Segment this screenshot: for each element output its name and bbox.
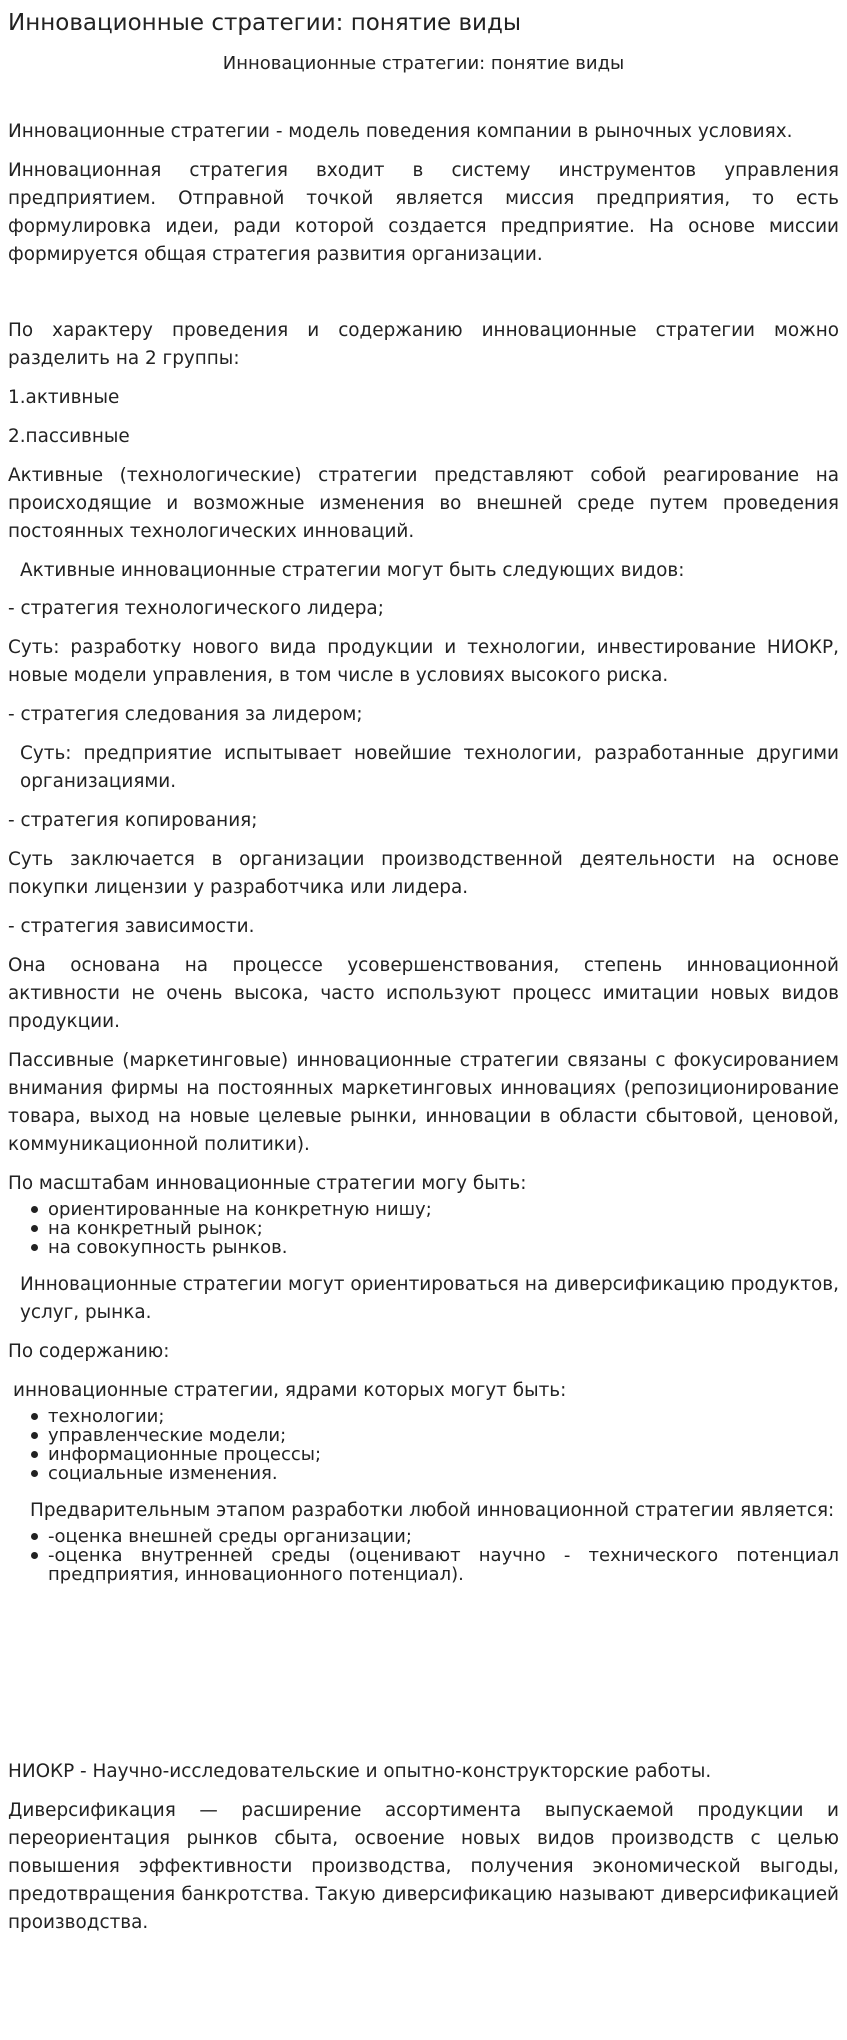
group-passive-item: 2.пассивные bbox=[8, 426, 130, 447]
diversification-footnote: Диверсификация — расширение ассортимента выпускаемой продукции и переориентация рынков сбыта, освоение новых видов производств с целью повышения эффективности производства, получения экономической выгоды, предотвращения банкротства. Такую диверсификацию называют диверсификацией производства. bbox=[8, 1800, 839, 1933]
page-title: Инновационные стратегии: понятие виды bbox=[8, 10, 522, 36]
intro-paragraph: Инновационная стратегия входит в систему инструментов управления предприятием. Отправной точкой является миссия предприятия, то есть формулировка идеи, ради которой создается предприятие. На основе миссии формируется общая стратегия развития организации. bbox=[8, 160, 839, 265]
groups-intro-paragraph: По характеру проведения и содержанию инновационные стратегии можно разделить на 2 группы: bbox=[8, 320, 839, 369]
content-intro: По содержанию: bbox=[8, 1341, 170, 1362]
group-active-item: 1.активные bbox=[8, 387, 120, 408]
list-item: -оценка внутренней среды (оценивают научно - технического потенциал предприятия, инновационного потенциал). bbox=[48, 1545, 839, 1585]
active-kinds-intro: Активные инновационные стратегии могут быть следующих видов: bbox=[20, 560, 685, 581]
dependence-strategy-title: - стратегия зависимости. bbox=[8, 916, 255, 937]
leader-strategy-title: - стратегия технологического лидера; bbox=[8, 598, 384, 619]
niokr-footnote: НИОКР - Научно-исследовательские и опытно-конструкторские работы. bbox=[8, 1761, 712, 1782]
preliminary-stage-paragraph: Предварительным этапом разработки любой инновационной стратегии является: bbox=[30, 1500, 835, 1521]
list-item: ориентированные на конкретную нишу; bbox=[48, 1200, 839, 1219]
list-item: на совокупность рынков. bbox=[48, 1238, 839, 1257]
diversification-orientation-paragraph: Инновационные стратегии могут ориентироваться на диверсификацию продуктов, услуг, рынка. bbox=[20, 1274, 839, 1323]
list-item: -оценка внешней среды организации; bbox=[48, 1527, 839, 1546]
leader-strategy-essence: Суть: разработку нового вида продукции и технологии, инвестирование НИОКР, новые модели управления, в том числе в условиях высокого риска. bbox=[8, 637, 839, 686]
intro-definition: Инновационные стратегии - модель поведения компании в рыночных условиях. bbox=[8, 121, 793, 142]
list-item: на конкретный рынок; bbox=[48, 1219, 839, 1238]
copy-strategy-title: - стратегия копирования; bbox=[8, 810, 258, 831]
assessment-list bbox=[8, 1527, 839, 1584]
cores-list bbox=[8, 1407, 839, 1483]
passive-strategies-definition: Пассивные (маркетинговые) инновационные стратегии связаны с фокусированием внимания фирмы на постоянных маркетинговых инновациях (репозиционирование товара, выход на новые целевые рынки, инновации в области сбытовой, ценовой, коммуникационной политики). bbox=[8, 1050, 839, 1155]
list-item: технологии; bbox=[48, 1407, 839, 1426]
copy-strategy-essence: Суть заключается в организации производственной деятельности на основе покупки лицензии у разработчика или лидера. bbox=[8, 849, 839, 898]
scale-list bbox=[8, 1200, 839, 1257]
active-strategies-definition: Активные (технологические) стратегии представляют собой реагирование на происходящие и возможные изменения во внешней среде путем проведения постоянных технологических инноваций. bbox=[8, 465, 839, 542]
list-item: информационные процессы; bbox=[48, 1445, 839, 1464]
list-item: социальные изменения. bbox=[48, 1464, 839, 1483]
document-page bbox=[8, 0, 839, 1937]
cores-intro: инновационные стратегии, ядрами которых могут быть: bbox=[13, 1380, 567, 1401]
follower-strategy-title: - стратегия следования за лидером; bbox=[8, 704, 363, 725]
dependence-strategy-essence: Она основана на процессе усовершенствования, степень инновационной активности не очень высока, часто используют процесс имитации новых видов продукции. bbox=[8, 955, 839, 1032]
scale-intro: По масштабам инновационные стратегии могу быть: bbox=[8, 1173, 527, 1194]
list-item: управленческие модели; bbox=[48, 1426, 839, 1445]
follower-strategy-essence: Суть: предприятие испытывает новейшие технологии, разработанные другими организациями. bbox=[20, 743, 839, 792]
document-subtitle: Инновационные стратегии: понятие виды bbox=[222, 53, 625, 74]
